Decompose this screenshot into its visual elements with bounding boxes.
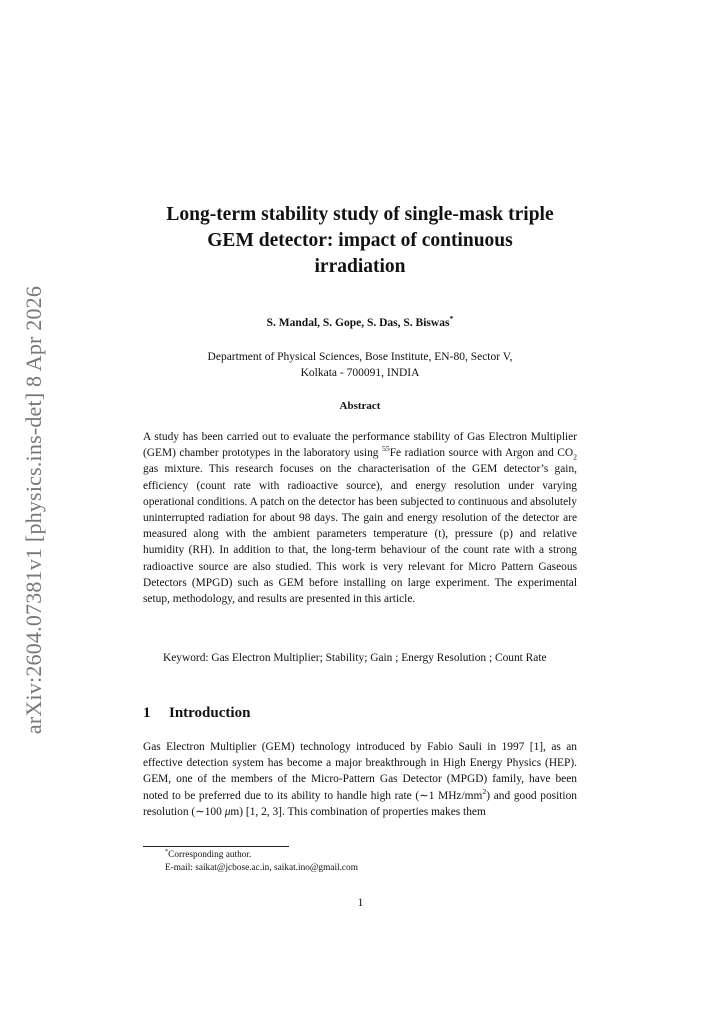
affiliation-line-1: Department of Physical Sciences, Bose Institute, EN-80, Sector V,: [207, 351, 513, 363]
abstract-text: [143, 429, 577, 607]
affiliation: [150, 349, 570, 381]
isotope-mass-number: 55: [381, 444, 390, 454]
footnote-line-2: E-mail: saikat@jcbose.ac.in, saikat.ino@gmail.com: [165, 863, 358, 873]
footnote-rule: [143, 846, 289, 847]
abstract-text-part-3: gas mixture. This research focuses on the characterisation of the GEM detector’s gain, efficiency (count rate with radioactive source), and energy resolution under varying operational conditions. A patch on the detector has been subjected to continuous and absolutely uninterrupted radiation for about 98 days. The gain and energy resolution of the detector are measured along with the ambient parameters temperature (t), pressure (p) and relative humidity (RH). In addition to that, the long-term behaviour of the count rate with a strong radioactive source are also studied. This work is very relevant for Micro Pattern Gaseous Detectors (MPGD) such as GEM before installing on large experiment. The experimental setup, methodology, and results are presented in this article.: [143, 463, 577, 606]
section-heading: [143, 705, 250, 722]
footnote: [165, 849, 358, 875]
footnote-corresponding: Corresponding author.: [168, 850, 252, 860]
intro-text-part-2: ) and good position resolution (∼100: [143, 789, 577, 818]
co2-subscript: 2: [573, 452, 577, 462]
intro-text-part-1: Gas Electron Multiplier (GEM) technology introduced by Fabio Sauli in 1997 [1], as an effective detection system has become a major breakthrough in High Energy Physics (HEP). GEM, one of the members of the Micro-Pattern Gas Detector (MPGD) family, have been noted to be preferred due to its ability to handle high rate (∼1 MHz/mm: [143, 741, 577, 802]
title-line-2: GEM detector: impact of continuous: [207, 230, 513, 251]
paper-title: [140, 202, 580, 280]
page-number: 1: [357, 897, 364, 909]
section-title: Introduction: [169, 705, 251, 721]
footnote-mark: *: [165, 847, 169, 855]
abstract-heading: Abstract: [339, 400, 381, 412]
mu-symbol: μ: [224, 805, 231, 818]
footnote-line-1: [165, 849, 358, 862]
abstract-text-part-2: Fe radiation source with Argon and CO: [389, 447, 574, 460]
corresponding-author-mark: *: [449, 314, 454, 324]
intro-text-part-3: m) [1, 2, 3]. This combination of properties makes them: [230, 805, 486, 818]
affiliation-line-2: Kolkata - 700091, INDIA: [300, 367, 420, 379]
keywords: Keyword: Gas Electron Multiplier; Stability; Gain ; Energy Resolution ; Count Rate: [163, 652, 547, 664]
author-list: [140, 314, 580, 329]
title-line-1: Long-term stability study of single-mask triple: [166, 204, 554, 225]
mm-squared-superscript: 2: [482, 786, 487, 796]
author-names: S. Mandal, S. Gope, S. Das, S. Biswas: [266, 317, 450, 329]
title-line-3: irradiation: [314, 256, 406, 277]
introduction-text: [143, 739, 577, 820]
section-number: 1: [143, 705, 151, 721]
abstract-text-part-1: A study has been carried out to evaluate the performance stability of Gas Electron Multiplier (GEM) chamber prototypes in the laboratory using: [143, 431, 577, 460]
arxiv-identifier-stamp: arXiv:2604.07381v1 [physics.ins-det] 8 Apr 2026: [21, 285, 46, 735]
